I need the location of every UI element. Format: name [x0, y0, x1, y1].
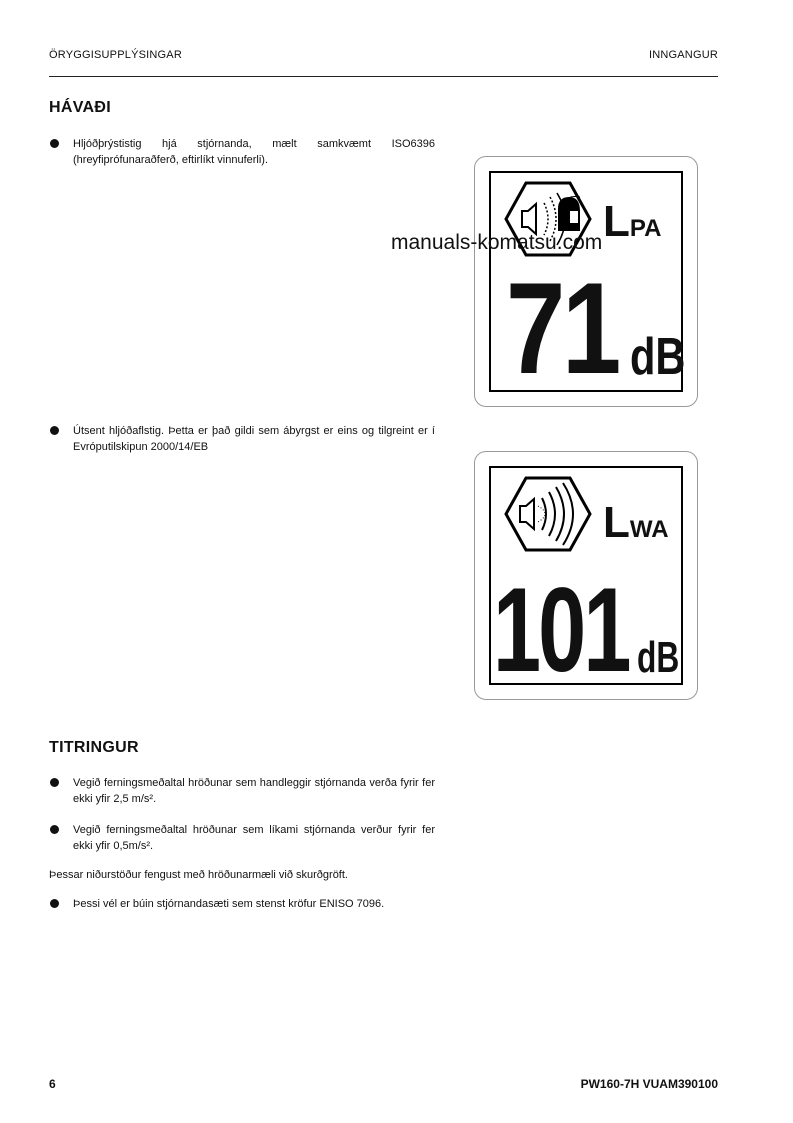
vibration-bullet-body	[49, 822, 435, 854]
noise-label-lpa	[474, 156, 698, 407]
lwa-label-subscript: WA	[629, 516, 669, 543]
noise-label-lwa	[474, 451, 698, 700]
bullet-dot-icon	[50, 139, 59, 148]
vibration-section-heading: TITRINGUR	[49, 739, 139, 756]
lpa-label	[603, 197, 661, 247]
bullet-dot-icon	[50, 778, 59, 787]
page-number: 6	[49, 1077, 56, 1091]
lwa-label	[603, 498, 669, 548]
bullet-text: Hljóðþrýstistig hjá stjórnanda, mælt samkvæmt ISO6396 (hreyfiprófunaraðferð, eftirlíkt vinnuferli).	[73, 138, 435, 166]
bullet-text: Vegið ferningsmeðaltal hröðunar sem handleggir stjórnanda verða fyrir fer ekki yfir 2,5 m/s².	[73, 777, 435, 805]
noise-bullet-emission	[49, 423, 435, 455]
bullet-text: Vegið ferningsmeðaltal hröðunar sem líkami stjórnanda verður fyrir fer ekki yfir 0,5m/s².	[73, 824, 435, 852]
bullet-text: Útsent hljóðaflstig. Þetta er það gildi sem ábyrgst er eins og tilgreint er í Evróputilskipun 2000/14/EB	[73, 425, 435, 453]
lpa-label-letter: L	[603, 197, 630, 246]
watermark-text: manuals-komatsu.com	[391, 231, 603, 254]
bullet-dot-icon	[50, 899, 59, 908]
speaker-sound-power-icon	[504, 476, 592, 552]
vibration-results-paragraph: Þessar niðurstöður fengust með hröðunarmæli við skurðgröft.	[49, 869, 348, 881]
header-section-title: ÖRYGGISUPPLÝSINGAR	[49, 49, 182, 61]
bullet-dot-icon	[50, 825, 59, 834]
lpa-unit: dB	[630, 328, 686, 386]
lwa-label-letter: L	[603, 498, 630, 547]
bullet-text: Þessi vél er búin stjórnandasæti sem stenst kröfur ENISO 7096.	[73, 898, 385, 910]
document-code: PW160-7H VUAM390100	[580, 1077, 718, 1091]
header-divider	[49, 76, 718, 77]
vibration-bullet-arms	[49, 775, 435, 807]
lpa-label-subscript: PA	[629, 215, 662, 242]
lpa-value: 71	[506, 255, 619, 401]
bullet-dot-icon	[50, 426, 59, 435]
noise-bullet-operator	[49, 136, 435, 168]
lwa-unit: dB	[637, 633, 680, 682]
lwa-value: 101	[493, 563, 629, 697]
vibration-bullet-seat	[49, 896, 435, 912]
noise-section-heading: HÁVAÐI	[49, 99, 111, 116]
header-chapter-title: INNGANGUR	[648, 49, 718, 61]
